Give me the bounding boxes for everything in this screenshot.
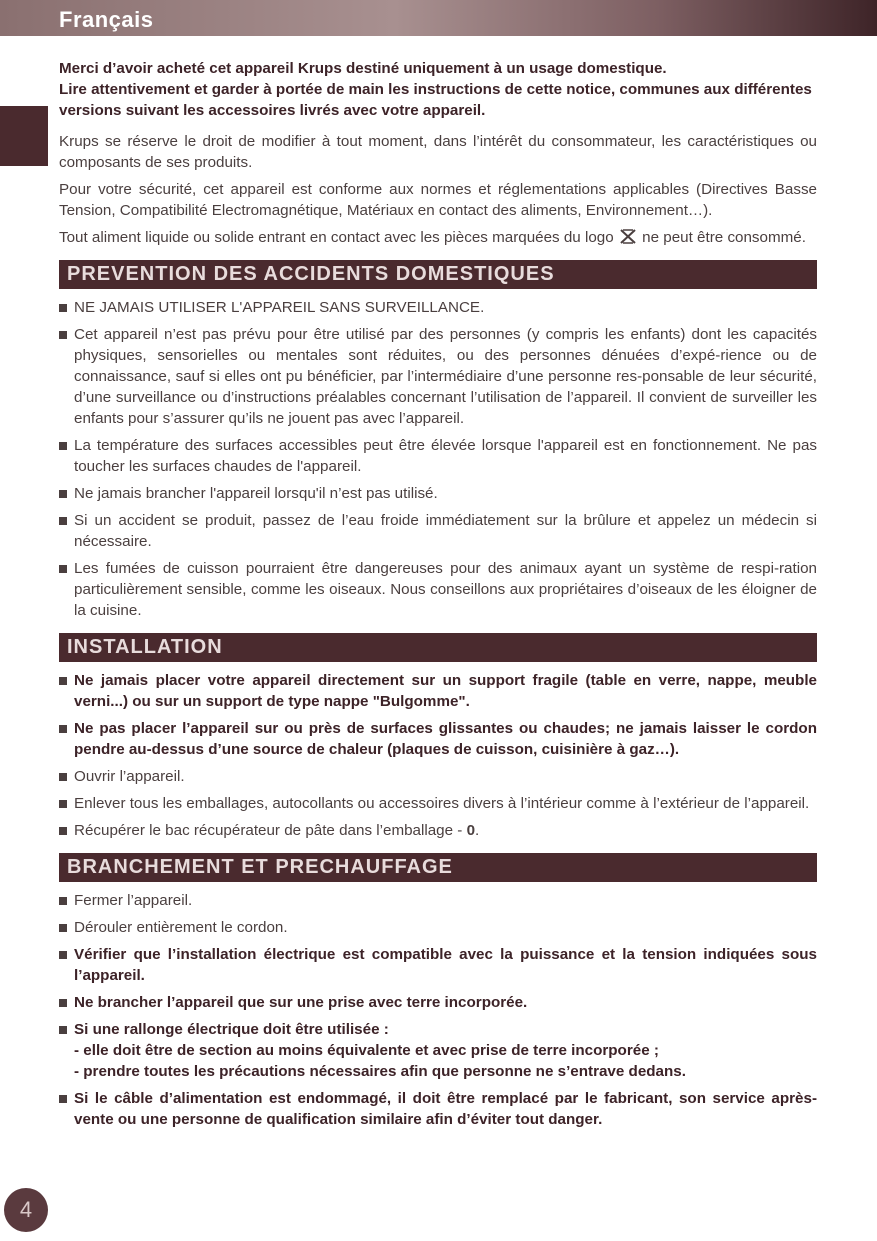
list-item: Vérifier que l’installation électrique est compatible avec la puissance et la tension indiquées sous l’appareil. (59, 944, 817, 986)
list-item: Fermer l’appareil. (59, 890, 817, 911)
list-item: Ne pas placer l’appareil sur ou près de surfaces glissantes ou chaudes; ne jamais laisser le cordon pendre au-dessus d’une source de chaleur (plaques de cuisson, cuisinière à gaz…). (59, 718, 817, 760)
list-item: La température des surfaces accessibles peut être élevée lorsque l'appareil est en fonctionnement. Ne pas toucher les surfaces chaudes de l'appareil. (59, 435, 817, 477)
intro-bold-line: Lire attentivement et garder à portée de main les instructions de cette notice, communes aux différentes versions suivant les accessoires livrés avec votre appareil. (59, 81, 812, 119)
branchement-list (59, 890, 817, 1130)
list-item: Ne brancher l’appareil que sur une prise avec terre incorporée. (59, 992, 817, 1013)
square-bullet-icon (59, 517, 67, 525)
language-header-bar (0, 0, 877, 36)
square-bullet-icon (59, 951, 67, 959)
list-item: Ne jamais brancher l'appareil lorsqu'il n’est pas utilisé. (59, 483, 817, 504)
side-tab-marker (0, 106, 48, 166)
square-bullet-icon (59, 924, 67, 932)
square-bullet-icon (59, 800, 67, 808)
list-item: Si une rallonge électrique doit être utilisée : - elle doit être de section au moins équivalente et avec prise de terre incorporée ; - prendre toutes les précautions nécessaires afin que personne ne s’entrave dedans. (59, 1019, 817, 1082)
list-item: Ne jamais placer votre appareil directement sur un support fragile (table en verre, nappe, meuble verni...) ou sur un support de type nappe "Bulgomme". (59, 670, 817, 712)
list-item: Dérouler entièrement le cordon. (59, 917, 817, 938)
square-bullet-icon (59, 725, 67, 733)
list-item: NE JAMAIS UTILISER L'APPAREIL SANS SURVEILLANCE. (59, 297, 817, 318)
intro-bold-line: Merci d’avoir acheté cet appareil Krups destiné uniquement à un usage domestique. (59, 60, 667, 77)
intro-paragraph: Pour votre sécurité, cet appareil est conforme aux normes et réglementations applicables (Directives Basse Tension, Compatibilité Electromagnétique, Matériaux en contact des aliments, Environnement…). (59, 181, 817, 219)
intro-paragraph: Krups se réserve le droit de modifier à tout moment, dans l’intérêt du consommateur, les caractéristiques ou composants de ses produits. (59, 133, 817, 171)
prevention-list (59, 297, 817, 621)
square-bullet-icon (59, 827, 67, 835)
square-bullet-icon (59, 677, 67, 685)
installation-list (59, 670, 817, 841)
logo-paragraph-end: ne peut être consommé. (642, 229, 806, 246)
language-title: Français (59, 7, 154, 32)
section-title-branchement: BRANCHEMENT ET PRECHAUFFAGE (59, 853, 817, 882)
list-item: Si un accident se produit, passez de l’eau froide immédiatement sur la brûlure et appelez un médecin si nécessaire. (59, 510, 817, 552)
list-item: Les fumées de cuisson pourraient être dangereuses pour des animaux ayant un système de respi-ration particulièrement sensible, comme les oiseaux. Nous conseillons aux propriétaires d’oiseaux de les éloigner de la cuisine. (59, 558, 817, 621)
square-bullet-icon (59, 1026, 67, 1034)
square-bullet-icon (59, 565, 67, 573)
square-bullet-icon (59, 999, 67, 1007)
list-item: Enlever tous les emballages, autocollants ou accessoires divers à l’intérieur comme à l’extérieur de l’appareil. (59, 793, 817, 814)
document-body (59, 58, 817, 1136)
list-item: Récupérer le bac récupérateur de pâte dans l’emballage - 0. (59, 820, 817, 841)
logo-paragraph-start: Tout aliment liquide ou solide entrant en contact avec les pièces marquées du logo (59, 229, 614, 246)
square-bullet-icon (59, 490, 67, 498)
square-bullet-icon (59, 897, 67, 905)
square-bullet-icon (59, 442, 67, 450)
intro-bold-block (59, 58, 817, 121)
square-bullet-icon (59, 304, 67, 312)
square-bullet-icon (59, 773, 67, 781)
section-title-installation: INSTALLATION (59, 633, 817, 662)
list-item: Si le câble d’alimentation est endommagé, il doit être remplacé par le fabricant, son service après-vente ou une personne de qualification similaire afin d’éviter tout danger. (59, 1088, 817, 1130)
logo-paragraph (59, 227, 817, 248)
square-bullet-icon (59, 331, 67, 339)
section-title-prevention: PREVENTION DES ACCIDENTS DOMESTIQUES (59, 260, 817, 289)
square-bullet-icon (59, 1095, 67, 1103)
list-item: Ouvrir l’appareil. (59, 766, 817, 787)
list-item: Cet appareil n’est pas prévu pour être utilisé par des personnes (y compris les enfants) dont les capacités physiques, sensorielles ou mentales sont réduites, ou des personnes dénuées d’expé-rience ou de connaissance, sauf si elles ont pu bénéficier, par l’intermédiaire d’une personne res-ponsable de leur sécurité, d’une surveillance ou d’instructions préalables concernant l’utilisation de l’appareil. Il convient de surveiller les enfants pour s’assurer qu’ils ne jouent pas avec l’appareil. (59, 324, 817, 429)
no-food-contact-icon (620, 229, 636, 244)
page-number: 4 (4, 1188, 48, 1232)
